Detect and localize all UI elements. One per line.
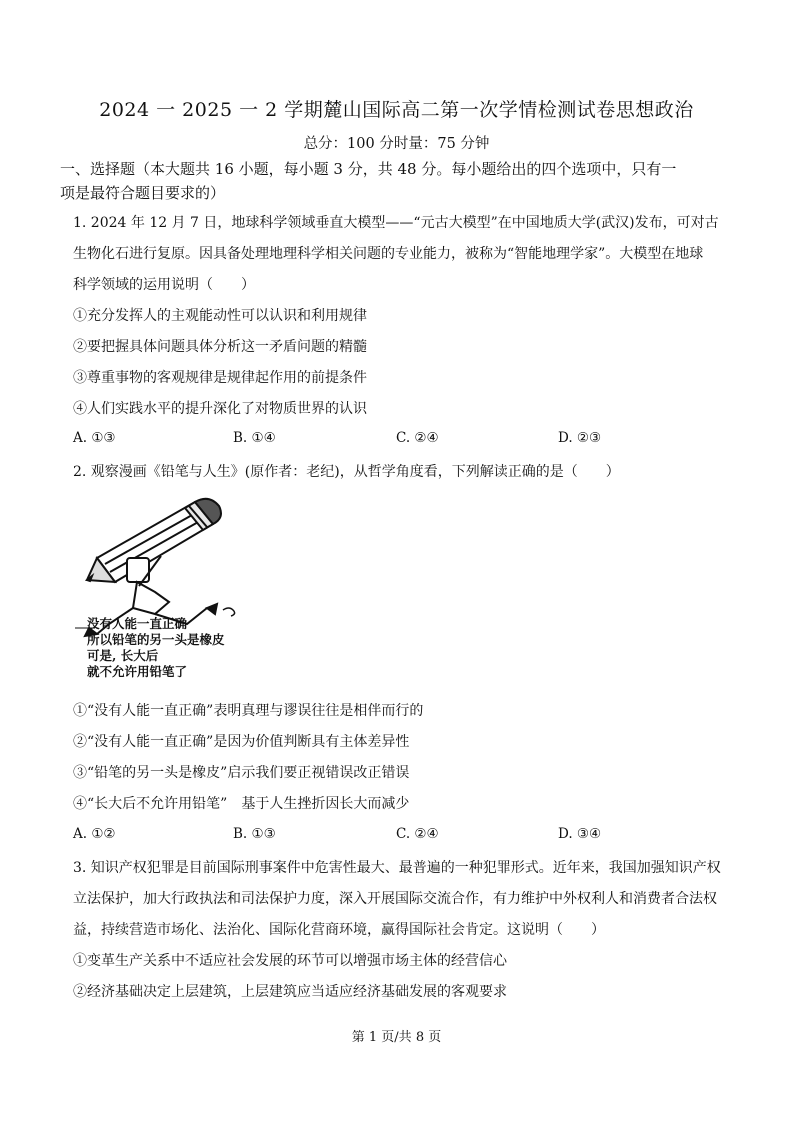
q3-stem-line1: 3. 知识产权犯罪是目前国际刑事案件中危害性最大、最普遍的一种犯罪形式。近年来，我国加强知识产权: [73, 860, 721, 876]
q1-option-b: B. ①④: [233, 430, 276, 446]
q1-statement-4: ④人们实践水平的提升深化了对物质世界的认识: [73, 401, 367, 417]
q1-statement-1: ①充分发挥人的主观能动性可以认识和利用规律: [73, 308, 367, 324]
section-heading-line2: 项是最符合题目要求的）: [60, 184, 226, 202]
q1-statement-3: ③尊重事物的客观规律是规律起作用的前提条件: [73, 370, 367, 386]
q2-option-c: C. ②④: [396, 826, 439, 842]
cartoon-caption-line4: 就不允许用铅笔了: [87, 664, 188, 679]
q3-stem-line3: 益，持续营造市场化、法治化、国际化营商环境，赢得国际社会肯定。这说明（ ）: [73, 922, 605, 938]
q2-statement-2: ②“没有人能一直正确”是因为价值判断具有主体差异性: [73, 734, 410, 750]
q2-option-d: D. ③④: [558, 826, 602, 842]
cartoon-caption-line3: 可是, 长大后: [87, 648, 159, 663]
q3-statement-1: ①变革生产关系中不适应社会发展的环节可以增强市场主体的经营信心: [73, 953, 507, 969]
q2-statement-4: ④“长大后不允许用铅笔” 基于人生挫折因长大而减少: [73, 796, 410, 812]
page-number: 第 1 页/共 8 页: [351, 1030, 442, 1045]
q1-option-a: A. ①③: [73, 430, 116, 446]
q2-statement-3: ③“铅笔的另一头是橡皮”启示我们要正视错误改正错误: [73, 765, 410, 781]
cartoon-caption-line1: 没有人能一直正确: [87, 616, 188, 631]
section-heading-line1: 一、选择题（本大题共 16 小题，每小题 3 分，共 48 分。每小题给出的四个选项中，只有一: [60, 160, 677, 178]
q1-statement-2: ②要把握具体问题具体分析这一矛盾问题的精髓: [73, 339, 367, 355]
q1-option-d: D. ②③: [558, 430, 602, 446]
q2-statement-1: ①“没有人能一直正确”表明真理与谬误往往是相伴而行的: [73, 703, 424, 719]
q2-stem: 2. 观察漫画《铅笔与人生》(原作者：老纪)，从哲学角度看，下列解读正确的是（ ）: [73, 464, 620, 480]
q1-stem-line2: 生物化石进行复原。因具备处理地理科学相关问题的专业能力，被称为“智能地理学家”。大模型在地球: [73, 246, 704, 262]
q2-option-a: A. ①②: [73, 826, 116, 842]
q2-option-b: B. ①③: [233, 826, 276, 842]
q1-stem-line1: 1. 2024 年 12 月 7 日，地球科学领域垂直大模型——“元古大模型”在中国地质大学(武汉)发布，可对古: [73, 215, 719, 231]
q3-statement-2: ②经济基础决定上层建筑，上层建筑应当适应经济基础发展的客观要求: [73, 984, 507, 1000]
cartoon-caption-line2: 所以铅笔的另一头是橡皮: [87, 632, 225, 647]
q1-option-c: C. ②④: [396, 430, 439, 446]
q1-stem-line3: 科学领域的运用说明（ ）: [73, 277, 255, 293]
page-title: 2024 一 2025 一 2 学期麓山国际高二第一次学情检测试卷思想政治: [99, 99, 694, 121]
score-time-info: 总分：100 分时量：75 分钟: [303, 136, 490, 152]
q3-stem-line2: 立法保护，加大行政执法和司法保护力度，深入开展国际交流合作，有力维护中外权利人和消费者合法权: [73, 891, 717, 907]
